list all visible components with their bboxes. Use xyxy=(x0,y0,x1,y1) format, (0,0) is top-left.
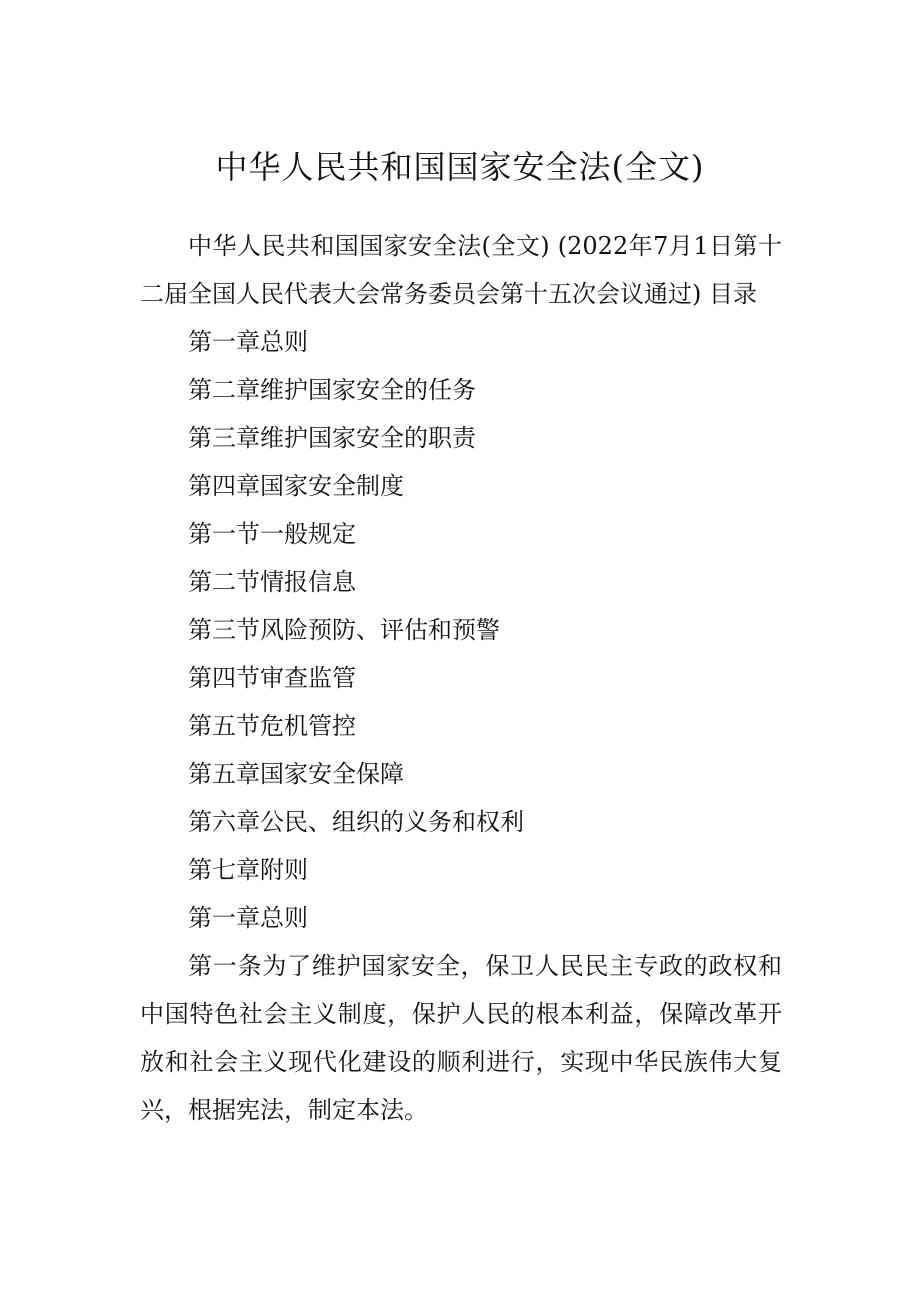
article-paragraph: 第一条为了维护国家安全，保卫人民民主专政的政权和中国特色社会主义制度，保护人民的根本利益，保障改革开放和社会主义现代化建设的顺利进行，实现中华民族伟大复兴，根据宪法，制定本法。 xyxy=(140,952,782,1124)
intro-paragraph: 中华人民共和国国家安全法(全文) (2022年7月1日第十二届全国人民代表大会常务委员会第十五次会议通过) 目录 xyxy=(140,232,782,308)
toc-item: 第四节审查监管 xyxy=(188,664,356,692)
toc-item: 第五节危机管控 xyxy=(188,712,356,740)
toc-item: 第一节一般规定 xyxy=(188,520,356,548)
toc-item: 第二章维护国家安全的任务 xyxy=(188,376,476,404)
document-title: 中华人民共和国国家安全法(全文) xyxy=(215,148,705,186)
document-body xyxy=(140,222,782,1134)
chapter-heading: 第一章总则 xyxy=(188,904,308,932)
toc-item: 第四章国家安全制度 xyxy=(188,472,404,500)
toc-item: 第六章公民、组织的义务和权利 xyxy=(188,808,524,836)
toc-item: 第三节风险预防、评估和预警 xyxy=(188,616,500,644)
toc-item: 第三章维护国家安全的职责 xyxy=(188,424,476,452)
toc-item: 第一章总则 xyxy=(188,328,308,356)
toc-item: 第七章附则 xyxy=(188,856,308,884)
toc-item: 第二节情报信息 xyxy=(188,568,356,596)
toc-item: 第五章国家安全保障 xyxy=(188,760,404,788)
table-of-contents xyxy=(140,318,782,894)
